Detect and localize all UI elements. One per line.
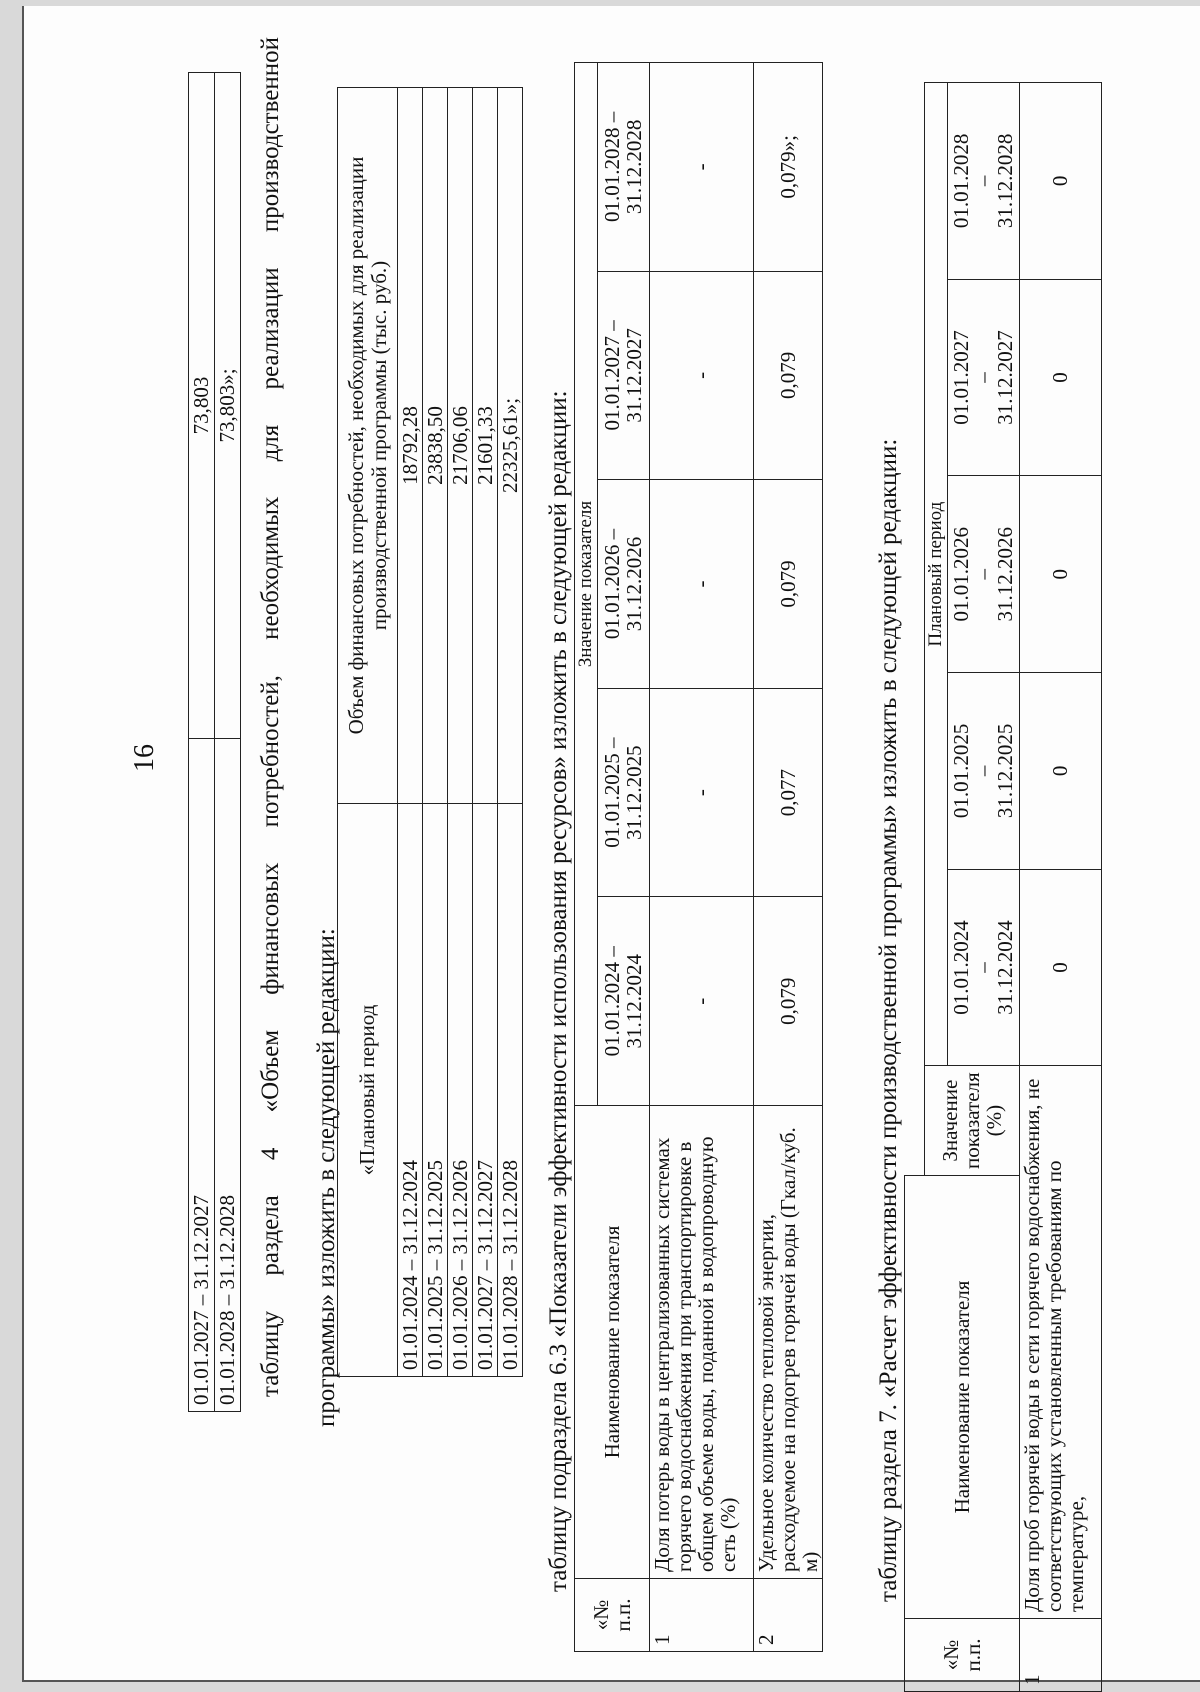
header-volume: Объем финансовых потребностей, необходимых для реализации производственной программы (тыс. руб.) [338, 88, 398, 804]
table-row [423, 88, 448, 1377]
col-num: «№ п.п. [575, 1579, 650, 1652]
value-cell: 23838,50 [423, 88, 448, 804]
period-cell: 01.01.2026 – 31.12.2026 [448, 804, 473, 1377]
period-cell: 01.01.2027 – 31.12.2027 [189, 739, 215, 1412]
value-cell: 0,079 [753, 480, 822, 689]
value-cell: 0 [1019, 279, 1101, 476]
col-value: Значение показателя (%) [925, 1066, 1020, 1176]
period-header: 01.01.2024 – 31.12.2024 [947, 869, 1019, 1066]
period-header: 01.01.2027 – 31.12.2027 [947, 279, 1019, 476]
page-number: 16 [129, 744, 160, 772]
value-cell: - [649, 897, 753, 1106]
table-header-row [338, 88, 398, 1377]
table-row [1019, 83, 1101, 1692]
value-cell: 73,803 [189, 73, 215, 739]
header-period: «Плановый период [338, 804, 398, 1377]
period-header: 01.01.2026 – 31.12.2026 [947, 476, 1019, 673]
value-cell: 21601,33 [473, 88, 498, 804]
value-cell: 21706,06 [448, 88, 473, 804]
period-cell: 01.01.2027 – 31.12.2027 [473, 804, 498, 1377]
value-cell: 73,803»; [215, 73, 241, 739]
table-row [498, 88, 523, 1377]
period-header: 01.01.2025 – 31.12.2025 [947, 673, 1019, 870]
header-spacer [905, 83, 925, 1176]
value-cell: - [649, 688, 753, 897]
value-cell: - [649, 63, 753, 272]
section63-intro: таблицу подраздела 6.3 «Показатели эффективности использования ресурсов» изложить в следующей редакции: [545, 390, 572, 1592]
resource-efficiency-table [574, 62, 823, 1652]
table-row [753, 63, 822, 1652]
period-cell: 01.01.2028 – 31.12.2028 [498, 804, 523, 1377]
table-header-row [575, 63, 598, 1652]
col-value-group: Значение показателя [575, 63, 598, 1106]
rotated-document [24, 6, 1200, 1692]
period-header: 01.01.2026 – 31.12.2026 [597, 480, 649, 689]
value-cell: 18792,28 [398, 88, 423, 804]
value-cell: 0 [1019, 83, 1101, 280]
col-num: «№ п.п. [905, 1619, 1020, 1692]
value-cell: 0 [1019, 673, 1101, 870]
finance-table [337, 87, 523, 1377]
table-row [215, 73, 241, 1412]
period-cell: 01.01.2024 – 31.12.2024 [398, 804, 423, 1377]
period-header: 01.01.2027 – 31.12.2027 [597, 271, 649, 480]
scanned-page [22, 6, 1200, 1685]
value-cell: 0,079»; [753, 63, 822, 272]
value-cell: - [649, 480, 753, 689]
value-cell: 0,079 [753, 897, 822, 1106]
value-cell: 22325,61»; [498, 88, 523, 804]
value-cell: 0 [1019, 476, 1101, 673]
table-row [649, 63, 753, 1652]
row-num: 1 [649, 1579, 753, 1652]
program-efficiency-table [904, 82, 1102, 1692]
period-header: 01.01.2024 – 31.12.2024 [597, 897, 649, 1106]
period-header: 01.01.2028 – 31.12.2028 [947, 83, 1019, 280]
top-table [188, 72, 241, 1412]
row-num: 1 [1019, 1619, 1101, 1692]
row-num: 2 [753, 1579, 822, 1652]
col-name: Наименование показателя [575, 1106, 650, 1579]
section4-intro: таблицу раздела 4 «Объем финансовых потребностей, необходимых для реализации производственной [257, 37, 284, 1397]
table-row [189, 73, 215, 1412]
section4-intro-2: программы» изложить в следующей редакции: [313, 928, 340, 1427]
table-row [473, 88, 498, 1377]
section7-intro: таблицу раздела 7. «Расчет эффективности производственной программы» изложить в следующей редакции: [875, 438, 902, 1602]
row-name: Удельное количество тепловой энергии, расходуемое на подогрев горячей воды (Гкал/куб. м) [753, 1106, 822, 1579]
period-cell: 01.01.2028 – 31.12.2028 [215, 739, 241, 1412]
table-row [398, 88, 423, 1377]
value-cell: 0,077 [753, 688, 822, 897]
row-name: Доля проб горячей воды в сети горячего водоснабжения, не соответствующих установленным требованиям по температуре, [1019, 1066, 1101, 1619]
period-cell: 01.01.2025 – 31.12.2025 [423, 804, 448, 1377]
table-row [448, 88, 473, 1377]
col-plan: Плановый период [925, 83, 948, 1066]
col-name: Наименование показателя [905, 1176, 1020, 1619]
row-name: Доля потерь воды в централизованных системах горячего водоснабжения при транспортировке в общем объеме воды, поданной в водопроводную сеть (%) [649, 1106, 753, 1579]
value-cell: 0,079 [753, 271, 822, 480]
period-header: 01.01.2028 – 31.12.2028 [597, 63, 649, 272]
period-header: 01.01.2025 – 31.12.2025 [597, 688, 649, 897]
value-cell: - [649, 271, 753, 480]
table-header-row [905, 83, 925, 1692]
value-cell: 0 [1019, 869, 1101, 1066]
